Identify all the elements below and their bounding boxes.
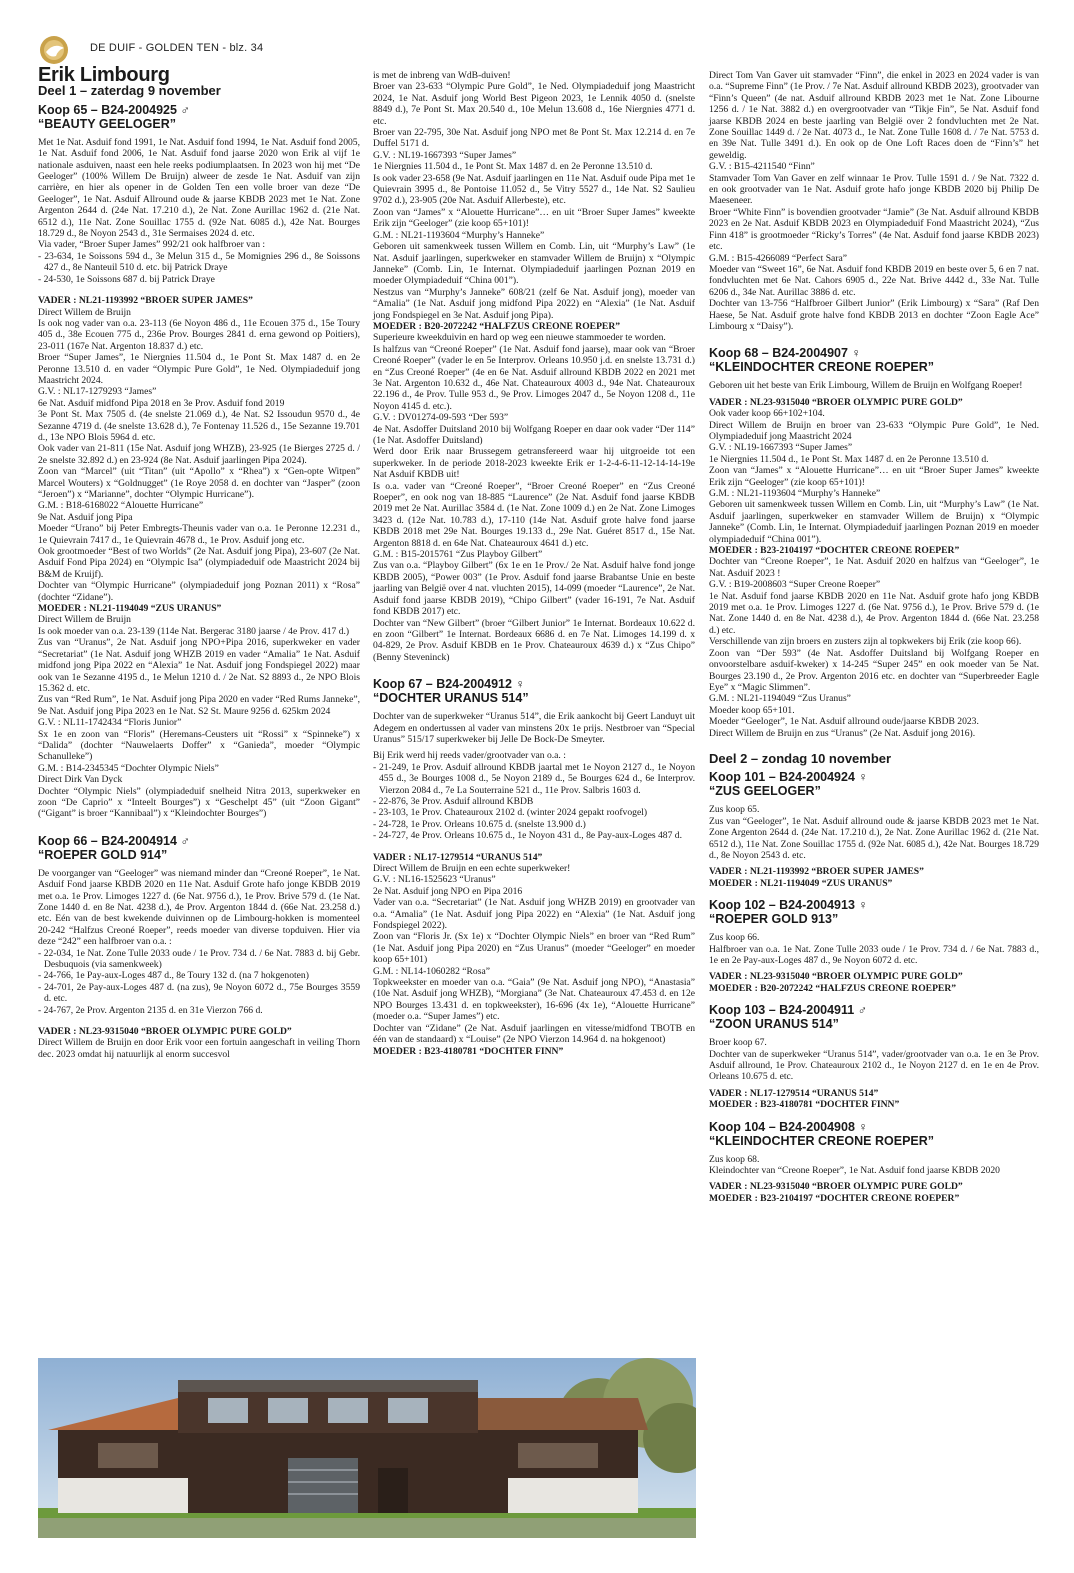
lot-66-mother-text: Superieure kweekduivin en hard op weg een nieuwe stammoeder te worden. Is halfzus van “Creoné Roeper” (1e Nat. Asduif fond jaarse), maar ook van “Broer Creoné Roeper” (vader le en 5e Interprov. Orleans 10.950 j.d. en snelste 13.731 d.) en “Zus Creoné Roeper” (4e en 6e Nat. Asduif allround KBDB 2022 en 2021 met 3e Nat. Argenton 10.632 d., 46e Nat. Chateauroux 4003 d., 94e Nat. Chateauroux 22.196 d., 4e Prov. Tulle 953 d., 9e Prov. Limoges 2047 d., 5e Noyon 1208 d., 11e Noyon 4145 d. etc.). G.V. : DV01274-09-593 “Der 593” 4e Nat. Asdoffer Duitsland 2010 bij Wolfgang Roeper en daar ook vader “Der 114” (1e Nat. Asdoffer Duitsland) Werd door Erik naar Brussegem getransfereerd waar hij uitgroeide tot een superkweker. In de periode 2018-2023 kweekte Erik er 1-2-4-6-11-12-14-14-19e Nat Asduif KBDB uit! Is o.a. vader van “Creoné Roeper”, “Broer Creoné Roeper” en “Zus Creoné Roeper”, en ook nog van 18-885 “Laurence” (2e Nat. Asduif fond jaarse KBDB 2019 met 2e Nat. Aurillac 3584 d. (1e Nat. Zone 1009 d.) en 2e Nat. Zone Limoges 3423 d. (12e Nat. 10.783 d.), 17-110 (14e Nat. Asduif grote halve fond jaarse KBDB 2018 met 29e Nat. Bourges 19.133 d., 29e Nat. Guéret 8517 d., 15e Nat. Argenton 8818 d. en 64e Nat. Chateauroux 4641 d.) etc. G.M. : B15-2015761 “Zus Playboy Gilbert” Zus van o.a. “Playboy Gilbert” (6x 1e en 1e Prov./ 2e Nat. Asduif halve fond jonge KBDB 2005), “Power 003” (1e Prov. Asduif fond jaarse Brabantse Unie en beste jaarling van België over 4 nat. vluchten 2015), 14-099 (moeder “Laurence”, 2e Nat. Asduif fond jaarse KBDB 2019), “Chipo Gilbert” (vader 16-191, 7e Nat. Asduif fond KBDB 2017) etc. Dochter van “New Gilbert” (broer “Gilbert Junior” 1e Internat. Bordeaux 10.622 d. en zoon “Gilbert” 1e Internat. Bordeaux 6686 d. en 7e Nat. Limoges 14.199 d. x 04-829, 2e Prov. Asduif KBDB en 1e Prov. Chateauroux 4639 d.) x “Zus Chipo” (Benny Steveninck) (373, 332, 695, 663)
lot-68-intro: Geboren uit het beste van Erik Limbourg, Willem de Bruijn en Wolfgang Roeper! (709, 380, 1023, 392)
lot-101-mother: MOEDER : NL21-1194049 “ZUS URANUS” (709, 877, 893, 889)
lot-67-title: Koop 67 – B24-2004912 ♀ (373, 677, 525, 692)
lot-66-name: “ROEPER GOLD 914” (38, 847, 168, 862)
lot-104-title: Koop 104 – B24-2004908 ♀ (709, 1119, 868, 1134)
lot-66-continuation: is met de inbreng van WdB-duiven! Broer van 23-633 “Olympic Pure Gold”, 1e Ned. Olympiadeduif jong Maastricht 2024, 1e Nat. Asduif jong World Best Pigeon 2023, 1e Lennik 4050 d. (snelste 8849 d.), 7e Pont St. Max 20.540 d., 10e Melun 13.608 d., 16e Niergnies 4771 d. etc. Broer van 22-795, 30e Nat. Asduif jong NPO met 8e Pont St. Max 12.214 d. en 7e Duffel 5171 d. G.V. : NL19-1667393 “Super James” 1e Niergnies 11.504 d., 1e Pont St. Max 1487 d. en 2e Peronne 13.510 d. Is ook vader 23-658 (9e Nat. Asduif jaarlingen en 11e Nat. Asduif oude Pipa met 1e Quievrain 3995 d., 8e Pontoise 11.052 d., 5e Vitry 5527 d., 14e Nat. S2 Saulieu 9702 d.), 23-905 (20e Nat. Asduif Allerbeste), etc. Zoon van “James” x “Alouette Hurricane”… en uit “Broer Super James” kweekte Erik zijn “Geeloger” (zie koop 65+101)! G.M. : NL21-1193604 “Murphy’s Hanneke” Geboren uit samenkweek tussen Willem en Comb. Lin, uit “Murphy’s Law” (1e Nat. Asduif jaarlingen, superkweker en stamvader Willem de Bruijn) x “Olympic Janneke” (Comb. Lin, 1e Internat. Olympiadeduif jaarlingen Poznan 2019 en moeder Olympiadeduif “China 001”). Nestzus van “Murphy’s Janneke” 608/21 (zelf 6e Nat. Asduif jong), moeder van “Amalia” (1e Nat. Asduif jong midfond Pipa 2022) en “Alexia” (1e Nat. Asduif jong Fondspiegel en 3e Nat. Asduif jong Pipa). (373, 70, 695, 321)
lot-65-name: “BEAUTY GEELOGER” (38, 116, 176, 131)
lot-65-father-text: Direct Willem de Bruijn Is ook nog vader van o.a. 23-113 (6e Noyon 486 d., 11e Ecouen 375 d., 15e Toury 405 d., 38e Ecouen 775 d., 236e Prov. Bourges 2841 d. erna gewond op Poitiers), 23-011 (167e Nat. Argenton 18.837 d.) etc. Broer “Super James”, 1e Niergnies 11.504 d., 1e Pont St. Max 1487 d. en 2e Peronne 13.510 d. en vader “Olympic Pure Gold”, 1e Ned. Olympiadeduif jong Maastricht 2024. G.V. : NL17-1279293 “James” 6e Nat. Asduif midfond Pipa 2018 en 3e Prov. Asduif fond 2019 3e Pont St. Max 7505 d. (4e snelste 21.069 d.), 4e Nat. S2 Issoudun 9570 d., 4e Sezanne 4719 d. (4e snelste 13.628 d.), 7e Fontenay 11.526 d., 15e Sezanne 19.701 d., 13e NPO Blois 5964 d. etc. Ook vader van 21-811 (15e Nat. Asduif jong WHZB), 23-925 (1e Bierges 2725 d. / 2e snelste 32.892 d.) en 23-924 (8e Nat. Asduif jaarlingen Pipa 2024). Zoon van “Marcel” (uit “Titan” (uit “Apollo” x “Rhea”) x “Gen-opte Witpen” Marcel Wouters) x “Goldnugget” (1e Roye 2058 d. en dochter van “Jasper” (zoon “Jeroen”) x “Marianne”, dochter “Olympic Hurricane”). G.M. : B18-6168022 “Alouette Hurricane” 9e Nat. Asduif jong Pipa Moeder “Urano” bij Peter Embregts-Theunis vader van o.a. 1e Peronne 12.231 d., 1e Quievrain 7417 d., 1e Quievrain 4678 d., 1e Prov. Asduif jong etc. Ook grootmoeder “Best of two Worlds” (2e Nat. Asduif jong Pipa), 23-607 (2e Nat. Asduif Fond Pipa 2024) en “Olympic Isa” (olympiadeduif ode Maastricht 2024 bij B&M de Kruijf). Dochter van “Olympic Hurricane” (olympiadeduif jong Poznan 2011) x “Rosa” (dochter “Zidane”). (38, 306, 360, 603)
lot-101-intro: Zus koop 65. Zus van “Geeloger”, 1e Nat. Asduif allround oude & jaarse KBDB 2023 met 1e Nat. Zone Argenton 2644 d. (24e Nat. 17.210 d.), 2e Nat. Zone Aurillac 1962 d. (21e Nat. 6512 d.), 11e Nat. Zone Souillac 1755 d. (92e Nat. 6085 d.), 42e Nat. Bourges 18.729 d., 8e Noyon 2543 d. etc. (709, 804, 1039, 861)
lot-66-list (38, 948, 360, 1016)
running-title: DE DUIF - GOLDEN TEN - blz. 34 (90, 42, 264, 54)
lot-68-father-heading: VADER : NL23-9315040 “BROER OLYMPIC PURE GOLD” (709, 396, 963, 408)
column-3 (709, 70, 1039, 1204)
lot-103-name: “ZOON URANUS 514” (709, 1017, 839, 1032)
list-item: - 22-034, 1e Nat. Zone Tulle 2033 oude / 1e Prov. 734 d. / 6e Nat. 7883 d. bij Gebr. Desbuquois (via samenkweek) (38, 947, 360, 971)
lot-65-mother-heading: MOEDER : NL21-1194049 “ZUS URANUS” (38, 603, 222, 615)
lot-101-title: Koop 101 – B24-2004924 ♀ (709, 770, 868, 785)
loft-building-illustration (38, 1358, 696, 1538)
list-item: - 24-530, 1e Soissons 687 d. bij Patrick Draye (38, 273, 215, 285)
lot-104-intro: Zus koop 68. Kleindochter van “Creone Roeper”, 1e Nat. Asduif fond jaarse KBDB 2020 (709, 1153, 1000, 1177)
lot-101-father: VADER : NL21-1193992 “BROER SUPER JAMES” (709, 866, 924, 878)
lot-65-intro: Met 1e Nat. Asduif fond 1991, 1e Nat. Asduif fond 1994, 1e Nat. Asduif fond 2005, 1e Nat. Asduif fond 2006, 1e Nat. Asduif fond jaarse 2020 won Erik al vijf 1e nationale asduiven, naast een hele reeks podiumplaatsen. In 2023 won hij met “De Geeloger” (100% Willem De Bruijn) alweer de zesde 1e Nat. Asduif van zijn carrière, en hier als opener in de Golden Ten een volle broer van deze “De Geeloger”, 1e Nat. Asduif Allround oude & jaarse KBDB 2023 met 1e Nat. Zone Argenton 2644 d. (24e Nat. 17.210 d.), 2e Nat. Zone Aurillac 1962 d. (21e Nat. 6512 d.), 11e Nat. Zone Souillac 1755 d. (92e Nat. 6085 d.), 42e Nat. Bourges 18.729 d., 8e Noyon 2543 d., 31e Sermaises 2024 d. etc. (38, 136, 360, 240)
lot-68-title: Koop 68 – B24-2004907 ♀ (709, 346, 861, 361)
lot-102-father: VADER : NL23-9315040 “BROER OLYMPIC PURE GOLD” (709, 971, 963, 983)
lot-65-father-heading: VADER : NL21-1193992 “BROER SUPER JAMES” (38, 295, 253, 307)
list-item: - 22-876, 3e Prov. Asduif allround KBDB (373, 795, 534, 807)
day-1-heading: Deel 1 – zaterdag 9 november (38, 83, 221, 99)
lot-67-father-text: Direct Willem de Bruijn en een echte superkweker! G.V. : NL16-1525623 “Uranus” 2e Nat. Asduif jong NPO en Pipa 2016 Vader van o.a. “Secretariat” (1e Nat. Asduif jong WHZB 2019) en grootvader van o.a. “Amalia” (1e Nat. Asduif jong Pipa 2022) en “Alexia” (1e Nat. Asduif jong Fondspiegel 2022). Zoon van “Floris Jr. (Sx 1e) x “Dochter Olympic Niels” en broer van “Red Rum” (1e Nat. Asduif jong Pipa 2020) en “Zus Uranus” (moeder “Geeloger” en moeder koop 65+101) G.M. : NL14-1060282 “Rosa” Topkweekster en moeder van o.a. “Gaia” (9e Nat. Asduif jong NPO), “Anastasia” (10e Nat. Asduif jong WHZB), “Morgiana” (3e Nat. Chateauroux 47.453 d. en 12e NPO Bourges 13.431 d. en topkweekster), 16-696 (4x 1e), “Alouette Hurricane” (moeder o.a. “Super James”) etc. Dochter van “Zidane” (2e Nat. Asduif jaarlingen en vitesse/midfond TBOTB en één van de standaard) x “Louise” (2e NPO Vierzon 14.964 d. na hokgenoot) (373, 863, 695, 1046)
lot-103-title: Koop 103 – B24-2004911 ♂ (709, 1003, 868, 1018)
lot-103-intro: Broer koop 67. Dochter van de superkweker “Uranus 514”, vader/grootvader van o.a. 1e en 3e Prov. Asduif allround, 1e Prov. Chateauroux 2102 d., 1e Noyon 2127 d. en 1e en 4e Prov. Orleans 10.675 d. etc. (709, 1037, 1039, 1083)
list-item: - 23-103, 1e Prov. Chateauroux 2102 d. (winter 2024 gepakt roofvogel) (373, 807, 648, 819)
lot-65-title: Koop 65 – B24-2004925 ♂ (38, 102, 190, 117)
lot-67-father-heading: VADER : NL17-1279514 “URANUS 514” (373, 851, 543, 863)
lot-68-mother-heading: MOEDER : B23-2104197 “DOCHTER CREONE ROEPER” (709, 545, 960, 557)
lot-66-intro: De voorganger van “Geeloger” was niemand minder dan “Creoné Roeper”, 1e Nat. Asduif Fond jaarse KBDB 2020 en 11e Nat. Asduif Grote hafo jonge KBDB 2019 met o.a. 1e Prov. Limoges 1227 d. (6e Nat. 9756 d.), 1e Prov. Brive 579 d. (1e Nat. Zone 1440 d. en 8e Nat. 4238 d.), 4e Prov. Argenton 1844 d. (66e Nat. 23.258 d.) etc. Eén van de best kwekende duivinnen op de Limbourg-hokken is momenteel 20-242 “Halfzus Creoné Roeper”, reeds moeder van diverse topduiven. Hier via deze “242” een halfbroer van o.a. : (38, 867, 360, 948)
lot-67-name: “DOCHTER URANUS 514” (373, 691, 529, 706)
lot-68-name: “KLEINDOCHTER CREONE ROEPER” (709, 360, 935, 375)
lot-68-father-text: Ook vader koop 66+102+104. Direct Willem de Bruijn en broer van 23-633 “Olympic Pure Gold”, 1e Ned. Olympiadeduif jong Maastricht 2024 G.V. : NL19-1667393 “Super James” 1e Niergnies 11.504 d., 1e Pont St. Max 1487 d. en 2e Peronne 13.510 d. Zoon van “James” x “Alouette Hurricane”… en uit “Broer Super James” kweekte Erik zijn “Geeloger” (zie koop 65+101)! G.M. : NL21-1193604 “Murphy’s Hanneke” Geboren uit samenkweek tussen Willem en Comb. Lin, uit “Murphy’s Law” (1e Nat. Asduif jaarlingen, superkweker en stamvader Willem de Bruijn) x “Olympic Janneke” (Comb. Lin, 1e Internat. Olympiadeduif jaarlingen Poznan 2019 en moeder olympiadeduif “China 001”). (709, 408, 1039, 545)
lot-102-intro: Zus koop 66. Halfbroer van o.a. 1e Nat. Zone Tulle 2033 oude / 1e Prov. 734 d. / 6e Nat. 7883 d., 1e en 2e Pay-aux-Loges 487 d., 9e Noyon 6072 d. etc. (709, 932, 1039, 966)
column-1 (38, 64, 360, 1060)
lot-68-mother-text: Dochter van “Creone Roeper”, 1e Nat. Asduif 2020 en halfzus van “Geeloger”, 1e Nat. Asduif 2023 ! G.V. : B19-2008603 “Super Creone Roeper” 1e Nat. Asduif fond jaarse KBDB 2020 en 11e Nat. Asduif grote hafo jong KBDB 2019 met o.a. 1e Prov. Limoges 1227 d. (6e Nat. 9756 d.), 1e Prov. Brive 579 d. (1e Nat. Zone 1440 d. en 8e Nat. 4238 d.), 4e Prov. Argenton 1844 d. (66e Nat. 23.258 d.) etc. Verschillende van zijn broers en zusters zijn al topkwekers bij Erik (zie koop 66). Zoon van “Der 593” (4e Nat. Asdoffer Duitsland bij Wolfgang Roeper en onvoorstelbare asduif-kweker) x 14-245 “Super 245” en ook moeder van 5e Nat. Bourges 23.190 d., 2e Prov. Argenton 2016 etc. en dochter van “Superbreeder Eagle Eye” x “Magic Slimmen”. G.M. : NL21-1194049 “Zus Uranus” Moeder koop 65+101. Moeder “Geeloger”, 1e Nat. Asduif allround oude/jaarse KBDB 2023. Direct Willem de Bruijn en zus “Uranus” (2e Nat. Asduif jong 2016). (709, 556, 1039, 739)
list-item: - 24-766, 1e Pay-aux-Loges 487 d., 8e Toury 132 d. (na 7 hokgenoten) (38, 970, 309, 982)
lot-103-mother: MOEDER : B23-4180781 “DOCHTER FINN” (709, 1099, 900, 1111)
lot-66-title: Koop 66 – B24-2004914 ♂ (38, 833, 190, 848)
loft-photo (38, 1358, 696, 1538)
list-item: - 24-728, 1e Prov. Orleans 10.675 d. (snelste 13.900 d.) (373, 818, 586, 830)
lot-65-mother-text: Direct Willem de Bruijn Is ook moeder van o.a. 23-139 (114e Nat. Bergerac 3180 jaarse / 4e Prov. 417 d.) Zus van “Uranus”, 2e Nat. Asduif jong NPO+Pipa 2016, superkweker en vader “Secretariat” (1e Nat. Asduif jong WHZB 2019 en vader “Amalia” 1e Nat. Asduif midfond jong Pipa 2022 en “Alexia” 1e Nat. Asduif jong Fondspiegel 2022) maar ook van 1e Sezanne 4195 d., 1e Melun 1210 d. / 2e Nat. S2 8893 d., 2e NPO Blois 15.362 d. etc. Zus van “Red Rum”, 1e Nat. Asduif jong Pipa 2020 en vader “Red Rums Janneke”, 9e Nat. Asduif jong Pipa 2023 en 1e Nat. S2 St. Maure 9256 d. 625km 2024 G.V. : NL11-1742434 “Floris Junior” Sx 1e en zoon van “Floris” (Heremans-Ceusters uit “Rossi” x “Spinneke”) x “Dalida” (dochter “Nauwelaerts Doffer” x “Ganieda”, moeder “Olympic Schanulleke”) G.M. : B14-2345345 “Dochter Olympic Niels” Direct Dirk Van Dyck Dochter “Olympic Niels” (olympiadeduif snelheid Nitra 2013, superkweker en zoon “De Caprio” x “Inteelt Bourges”) x “Geschelpt 45” (uit “Zoon Gigant” (“Gigant” is broer “Kannibaal”) x “Kleindochter Bourges”) (38, 614, 360, 820)
lot-101-name: “ZUS GEELOGER” (709, 784, 821, 799)
lot-102-title: Koop 102 – B24-2004913 ♀ (709, 898, 868, 913)
lot-104-name: “KLEINDOCHTER CREONE ROEPER” (709, 1133, 935, 1148)
lot-66-father-text: Direct Willem de Bruijn en door Erik voor een fortuin aangeschaft in veiling Thorn dec. 2023 omdat hij natuurlijk al enorm succesvol (38, 1037, 360, 1060)
list-item: - 24-767, 2e Prov. Argenton 2135 d. en 31e Vierzon 766 d. (38, 1004, 263, 1016)
day-2-heading: Deel 2 – zondag 10 november (709, 750, 892, 766)
lot-66-mother-heading: MOEDER : B20-2072242 “HALFZUS CREONE ROEPER” (373, 320, 621, 332)
lot-67-intro: Dochter van de superkweker “Uranus 514”, die Erik aankocht bij Geert Landuyt uit Adegem en ondertussen al vader van minstens 20x 1e prijs. Nestbroer van “Special Uranus” 515/17 superkweker bij Jelle De Bock-De Smeyter. (373, 711, 695, 745)
lot-67-mother-heading: MOEDER : B23-4180781 “DOCHTER FINN” (373, 1045, 564, 1057)
list-item: - 21-249, 1e Prov. Asduif allround KBDB jaartal met 1e Noyon 2127 d., 1e Noyon 455 d., 3e Bourges 1008 d., 5e Noyon 2189 d., 5e Bourges 624 d., 6e Interprov. Vierzon 2084 d., 7e La Souterraine 521 d., 11e Prov. Salbris 1603 d. (373, 761, 695, 796)
lot-67-continuation: Direct Tom Van Gaver uit stamvader “Finn”, die enkel in 2023 en 2024 vader is van o.a. “Supreme Finn” (1e Prov. / 7e Nat. Asduif allround KBDB 2023), grootvader van “Finn’s Queen” (4e nat. Asduif allround KBDB 2023 met 1e Nat. Zone Libourne 1256 d. / 1e Nat. 3882 d.) en overgrootvader van “Tikje Fin”, 5e Nat. Asduif fond jaarse KBDB 2024 en beste jaarling van België over 2 fondvluchten met 2e Nat. Zone Souillac 1449 d. / 2e Nat. 4073 d., 1e Nat. Zone Tulle 1608 d. / 7e Nat. 5753 d. en 39e Nat. Tulle 3491 d.). En ook op de One Loft Races doen de “Finn’s” het geweldig. G.V. : B15-4211540 “Finn” Stamvader Tom Van Gaver en zelf winnaar 1e Prov. Tulle 1591 d. / 9e Nat. 7322 d. en ook grootvader van 1e Nat. Asduif grote hafo jonge KBDB 2020 bij Philip De Maeseneer. Broer “White Finn” is bovendien grootvader “Jamie” (3e Nat. Asduif allround KBDB 2023 en 2e Nat. Asduif KBDB 2023 en Olympiadeduif Fond Maastricht 2024), “Zus Finn 418” is grootmoeder “Ricky’s Torres” (4e Nat. Asduif fond jaarse KBDB 2023) etc. G.M. : B15-4266089 “Perfect Sara” Moeder van “Sweet 16”, 6e Nat. Asduif fond KBDB 2019 en beste over 5, 6 en 7 nat. fondvluchten met 6e Nat. Cahors 6905 d., 22e Nat. Brive 4442 d., 33e Nat. Tulle 6206 d., 34e Nat. Aurillac 3886 d. etc. Dochter van 13-756 “Halfbroer Gilbert Junior” (Erik Limbourg) x “Sara” (Raf Den Haese, 5e Nat. Asduif grote halve fond KBDB 2013 en dochter “Zoon Eagle Ace” Limbourg x “Daisy”). (709, 70, 1039, 332)
lot-104-mother: MOEDER : B23-2104197 “DOCHTER CREONE ROEPER” (709, 1192, 960, 1204)
list-item: - 24-727, 4e Prov. Orleans 10.675 d., 1e Noyon 431 d., 8e Pay-aux-Loges 487 d. (373, 830, 682, 842)
lot-67-via: Bij Erik werd hij reeds vader/grootvader van o.a. : (373, 750, 566, 762)
lot-104-father: VADER : NL23-9315040 “BROER OLYMPIC PURE GOLD” (709, 1181, 963, 1193)
lot-65-via: Via vader, “Broer Super James” 992/21 ook halfbroer van : (38, 239, 266, 251)
lot-102-name: “ROEPER GOLD 913” (709, 912, 839, 927)
lot-103-father: VADER : NL17-1279514 “URANUS 514” (709, 1087, 879, 1099)
list-item: - 23-634, 1e Soissons 594 d., 3e Melun 315 d., 5e Momignies 296 d., 8e Soissons 427 d., 8e Nanteuil 510 d. etc. bij Patrick Draye (38, 250, 360, 274)
list-item: - 24-701, 2e Pay-aux-Loges 487 d. (na zus), 9e Noyon 6072 d., 75e Bourges 3559 d. etc. (38, 981, 360, 1005)
author-name: Erik Limbourg (38, 64, 170, 86)
lot-66-father-heading: VADER : NL23-9315040 “BROER OLYMPIC PURE GOLD” (38, 1026, 292, 1038)
lot-102-mother: MOEDER : B20-2072242 “HALFZUS CREONE ROEPER” (709, 982, 957, 994)
column-2 (373, 70, 695, 1057)
lot-67-list (373, 762, 695, 842)
page-header (38, 36, 358, 64)
lot-65-list (38, 251, 360, 285)
